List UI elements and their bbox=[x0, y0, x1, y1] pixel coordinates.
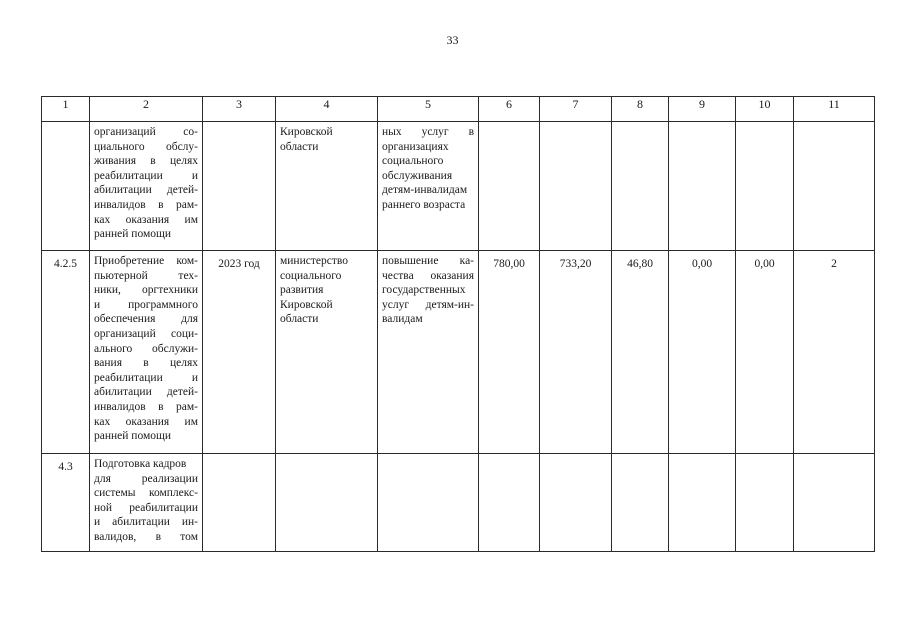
value-cell bbox=[540, 251, 612, 454]
value-cell bbox=[540, 122, 612, 251]
executor-line: области bbox=[280, 313, 319, 326]
measure-line: для реализации bbox=[94, 472, 198, 485]
measure-line: реабилитации и bbox=[94, 371, 198, 384]
period: 2023 год bbox=[218, 258, 260, 270]
value: 0,00 bbox=[691, 258, 713, 270]
measure-line: ной реабилитации bbox=[94, 501, 198, 514]
measure-line: валидов, в том bbox=[94, 530, 198, 543]
value: 733,20 bbox=[559, 258, 592, 270]
executor-cell bbox=[276, 251, 378, 454]
result-line: социального bbox=[382, 155, 444, 168]
period bbox=[203, 122, 275, 125]
value-cell bbox=[794, 251, 875, 454]
value bbox=[540, 122, 611, 128]
result-cell bbox=[378, 454, 479, 552]
column-header: 9 bbox=[669, 97, 736, 122]
value: 0,00 bbox=[754, 258, 775, 270]
executor-line: Кировской bbox=[280, 298, 333, 311]
value: 780,00 bbox=[493, 258, 525, 270]
column-header: 8 bbox=[612, 97, 669, 122]
value bbox=[540, 454, 611, 460]
executor bbox=[276, 454, 377, 457]
value bbox=[479, 454, 539, 460]
result-line: раннего возраста bbox=[382, 198, 466, 211]
measure-line: ках оказания им bbox=[94, 213, 198, 226]
measure-line: абилитации детей- bbox=[94, 386, 198, 399]
program-measures-table bbox=[41, 96, 875, 552]
column-header: 4 bbox=[276, 97, 378, 122]
result-line: повышение ка- bbox=[382, 255, 474, 267]
value bbox=[794, 122, 874, 128]
item-number-cell bbox=[42, 122, 90, 251]
table-row bbox=[42, 251, 875, 454]
column-header: 5 bbox=[378, 97, 479, 122]
result-line: валидам bbox=[382, 313, 423, 326]
period bbox=[203, 454, 275, 457]
value-cell bbox=[612, 454, 669, 552]
measure-line: ального обслужи- bbox=[94, 342, 198, 355]
value bbox=[612, 454, 668, 460]
result-line: обслуживания bbox=[382, 169, 453, 182]
column-header: 11 bbox=[794, 97, 875, 122]
value bbox=[612, 122, 668, 128]
measure-name-cell bbox=[90, 454, 203, 552]
value bbox=[669, 122, 735, 128]
period-cell bbox=[203, 251, 276, 454]
value-cell bbox=[736, 122, 794, 251]
value bbox=[736, 122, 793, 128]
result-cell bbox=[378, 251, 479, 454]
result-line: государственных bbox=[382, 284, 466, 297]
measure-line: ники, оргтехники bbox=[94, 284, 198, 297]
executor-line: социального bbox=[280, 269, 342, 282]
result-line: услуг детям-ин- bbox=[382, 298, 474, 311]
measure-line: вания в целях bbox=[94, 357, 198, 370]
value bbox=[669, 454, 735, 460]
column-header: 1 bbox=[42, 97, 90, 122]
measure-line: живания в целях bbox=[94, 155, 198, 168]
column-header: 2 bbox=[90, 97, 203, 122]
value-cell bbox=[736, 251, 794, 454]
column-header: 7 bbox=[540, 97, 612, 122]
item-number-cell bbox=[42, 251, 90, 454]
header-row bbox=[42, 97, 875, 122]
measure-line: пьютерной тех- bbox=[94, 269, 198, 282]
item-number: 4.2.5 bbox=[54, 258, 77, 270]
measure-line: циального обслу- bbox=[94, 140, 198, 153]
page-number: 33 bbox=[446, 33, 459, 47]
measure-line: системы комплекс- bbox=[94, 487, 198, 500]
result-line: ных услуг в bbox=[382, 126, 474, 138]
measure-line: обеспечения для bbox=[94, 313, 198, 326]
period-cell bbox=[203, 454, 276, 552]
value: 46,80 bbox=[627, 258, 653, 270]
measure-line: инвалидов в рам- bbox=[94, 400, 198, 413]
executor-cell bbox=[276, 454, 378, 552]
executor-line: развития bbox=[280, 284, 324, 297]
measure-line: организаций соци- bbox=[94, 327, 198, 340]
value bbox=[794, 454, 874, 460]
measure-line: инвалидов в рам- bbox=[94, 198, 198, 211]
result bbox=[378, 454, 478, 457]
value-cell bbox=[794, 122, 875, 251]
measure-line: ках оказания им bbox=[94, 415, 198, 428]
period-cell bbox=[203, 122, 276, 251]
table-row bbox=[42, 122, 875, 251]
result-line: чества оказания bbox=[382, 269, 474, 282]
measure-line: ранней помощи bbox=[94, 430, 172, 443]
measure-line: Подготовка кадров bbox=[94, 458, 187, 470]
item-number bbox=[42, 122, 89, 125]
value-cell bbox=[669, 122, 736, 251]
column-header: 10 bbox=[736, 97, 794, 122]
table-row bbox=[42, 454, 875, 552]
measure-name-cell bbox=[90, 251, 203, 454]
column-header: 3 bbox=[203, 97, 276, 122]
value bbox=[736, 454, 793, 460]
measure-line: ранней помощи bbox=[94, 228, 172, 241]
result-line: детям-инвалидам bbox=[382, 184, 468, 197]
measure-line: Приобретение ком- bbox=[94, 255, 198, 267]
value-cell bbox=[479, 251, 540, 454]
item-number: 4.3 bbox=[58, 461, 73, 473]
measure-name-cell bbox=[90, 122, 203, 251]
value-cell bbox=[540, 454, 612, 552]
measure-line: реабилитации и bbox=[94, 169, 198, 182]
executor-line: министерство bbox=[280, 255, 348, 267]
measure-line: и программного bbox=[94, 298, 198, 311]
value-cell bbox=[479, 454, 540, 552]
value-cell bbox=[669, 251, 736, 454]
value-cell bbox=[612, 122, 669, 251]
result-cell bbox=[378, 122, 479, 251]
value-cell bbox=[479, 122, 540, 251]
value: 2 bbox=[831, 258, 837, 270]
item-number-cell bbox=[42, 454, 90, 552]
result-line: организациях bbox=[382, 140, 449, 153]
value-cell bbox=[736, 454, 794, 552]
value-cell bbox=[794, 454, 875, 552]
value bbox=[479, 122, 539, 128]
measure-line: и абилитации ин- bbox=[94, 516, 198, 529]
value-cell bbox=[669, 454, 736, 552]
measure-line: организаций со- bbox=[94, 126, 198, 138]
executor-line: Кировской bbox=[280, 126, 333, 138]
executor-cell bbox=[276, 122, 378, 251]
measure-line: абилитации детей- bbox=[94, 184, 198, 197]
value-cell bbox=[612, 251, 669, 454]
column-header: 6 bbox=[479, 97, 540, 122]
executor-line: области bbox=[280, 140, 319, 153]
